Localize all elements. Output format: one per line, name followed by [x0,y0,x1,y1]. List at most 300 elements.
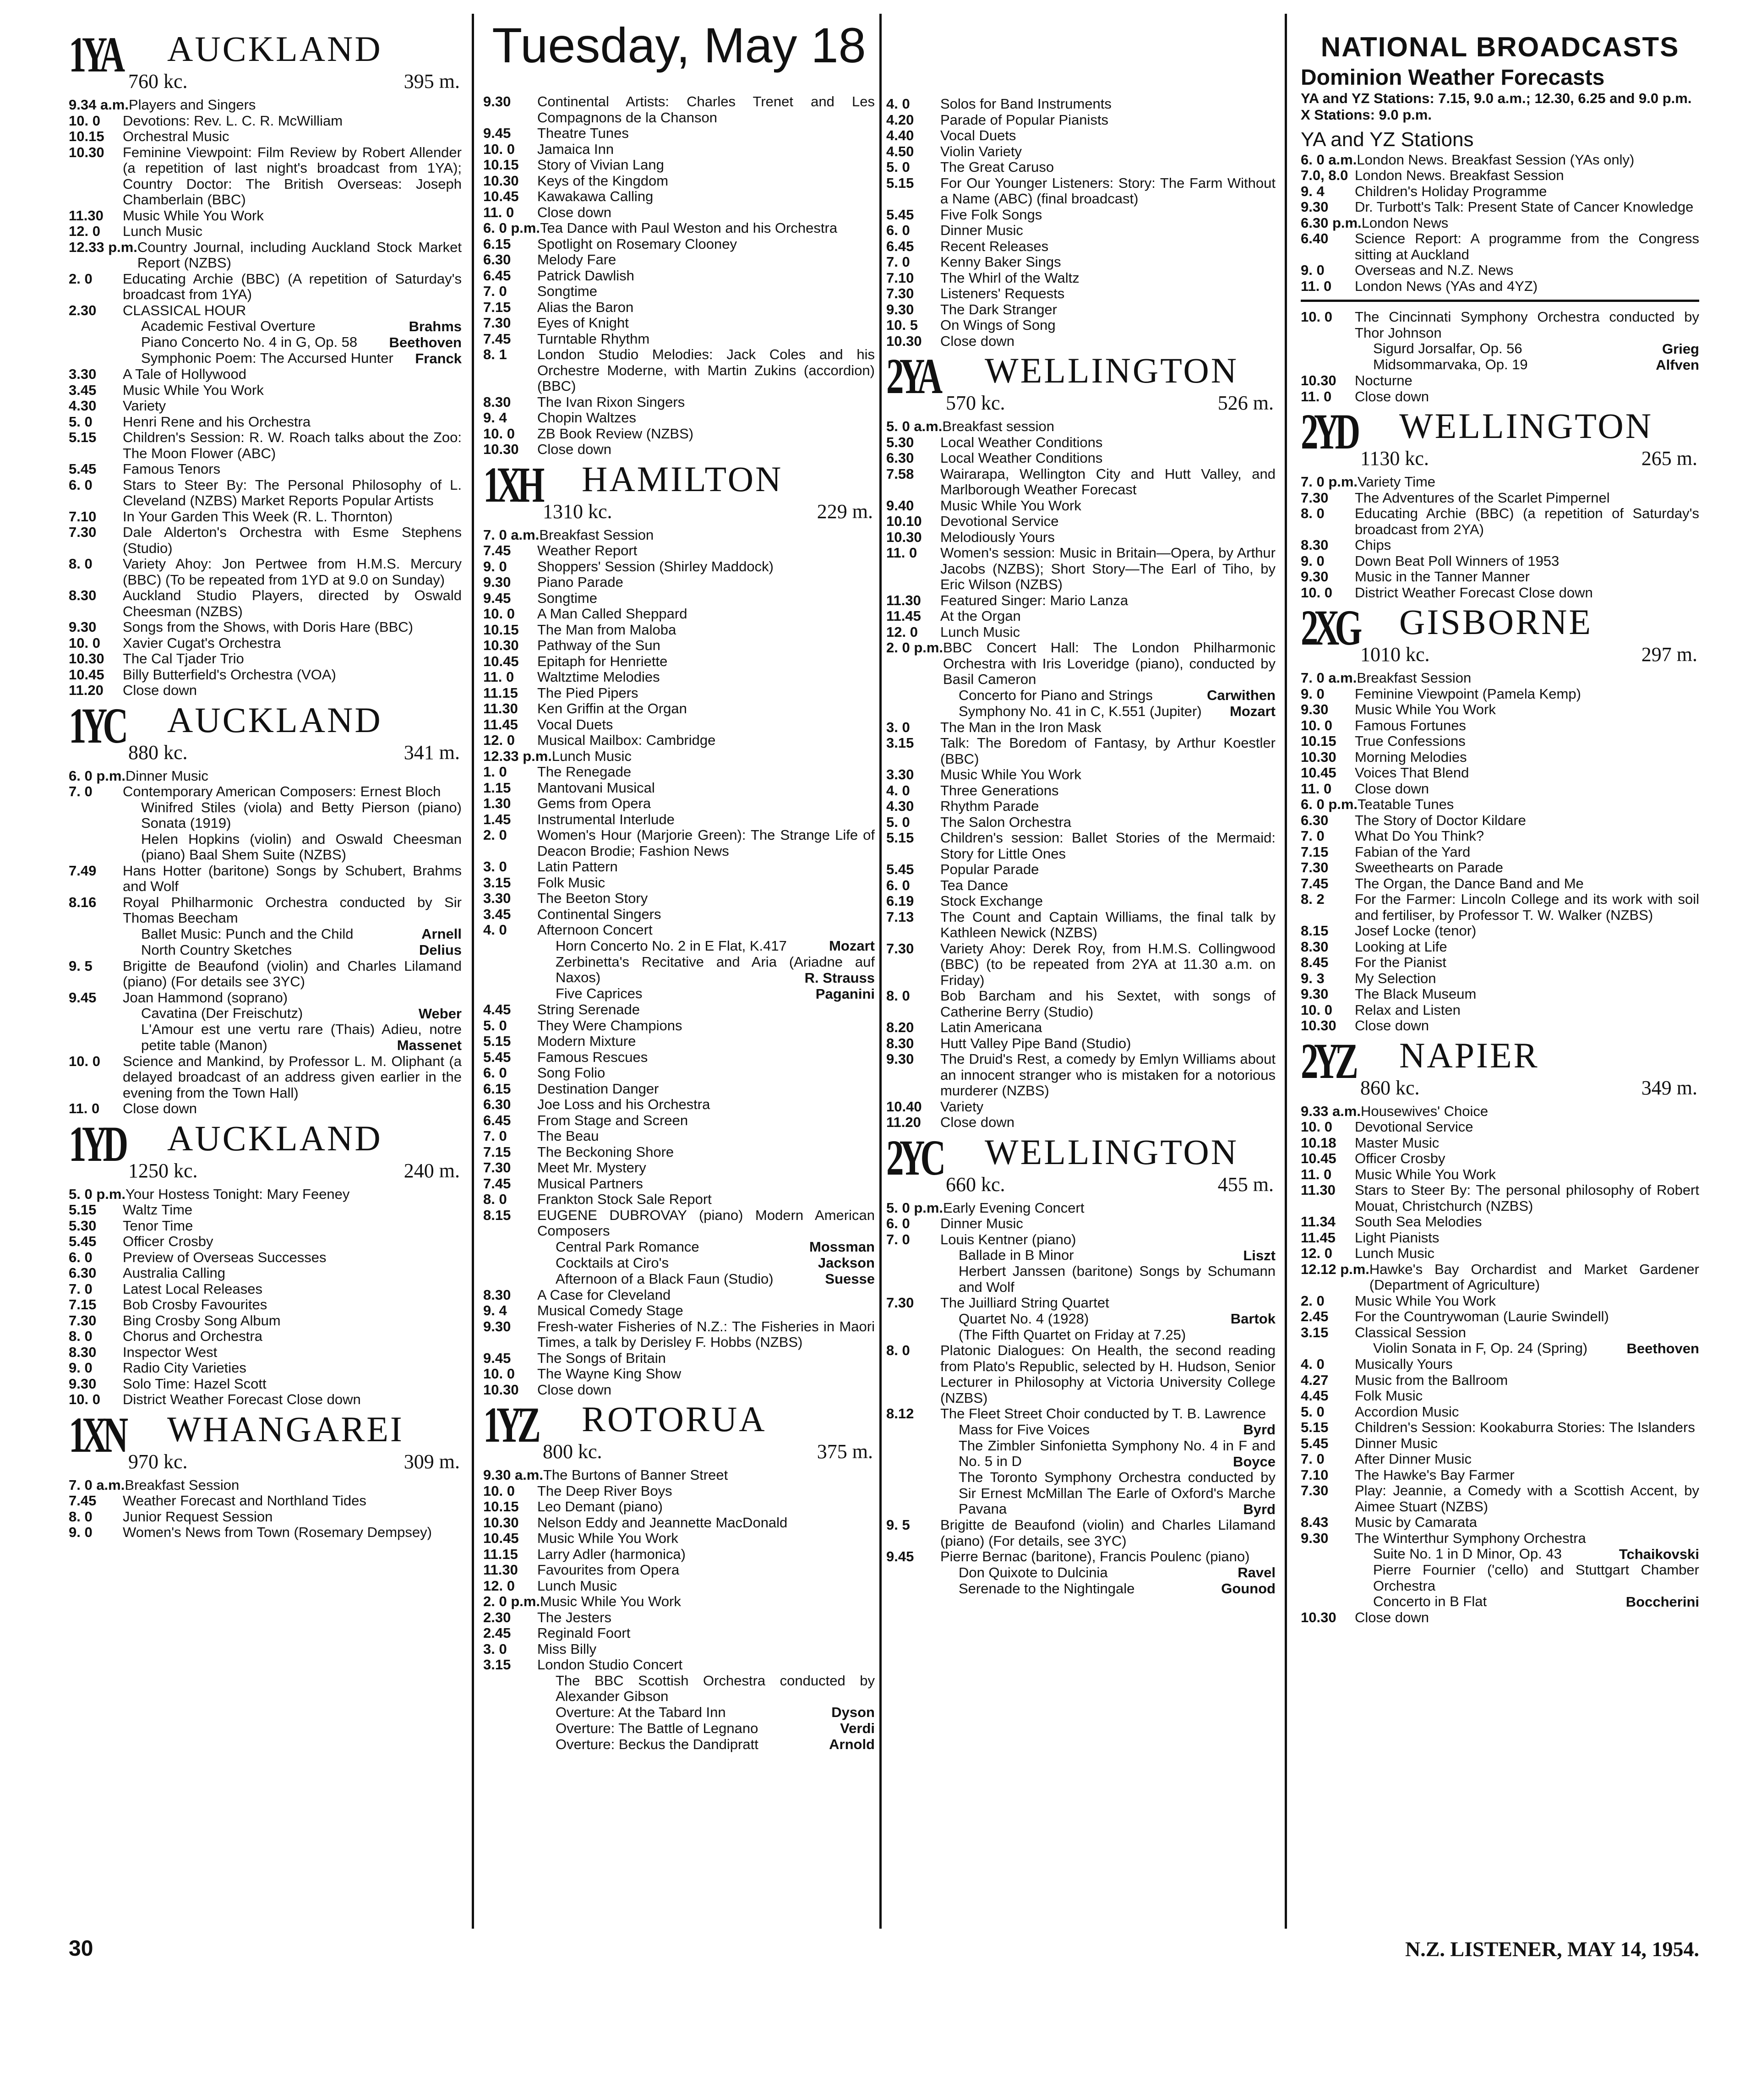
programme-title: For the Farmer: Lincoln College and its work with soil and fertiliser, by Professor T. W. Walker (NZBS) [1355,891,1699,923]
programme-time: 7. 0 p.m. [1301,474,1358,490]
programme-title: Close down [537,204,611,220]
programme-title: Science Report: A programme from the Congress sitting at Auckland [1355,230,1699,262]
programme-row [69,588,462,619]
programme-title: Mantovani Musical [537,779,655,796]
programme-title: Weather Forecast and Northland Tides [123,1493,366,1509]
programme-title: Down Beat Poll Winners of 1953 [1355,552,1560,569]
programme-row [483,606,875,622]
programme-row [886,988,1276,1020]
programme-row [69,1218,462,1234]
programme-time: 7.30 [886,1295,914,1311]
programme-row [69,383,462,399]
programme-title: For the Countrywoman (Laurie Swindell) [1355,1308,1609,1325]
programme-title: Overture: The Battle of Legnano [556,1720,758,1736]
programme-title: Recent Releases [940,238,1049,254]
programme-time [483,1721,537,1737]
programme-title: Music in the Tanner Manner [1355,569,1530,585]
programme-row [69,784,462,800]
programme-time: 7.0, 8.0 [1301,167,1348,184]
programme-row [886,530,1276,546]
programme-title: Turntable Rhythm [537,330,650,347]
programme-title: Master Music [1355,1134,1440,1151]
programme-time: 2. 0 [69,270,93,287]
programme-title: Academic Festival Overture [141,318,316,334]
programme-time: 7. 0 [886,254,910,270]
station-code: 2YA [886,348,938,404]
programme-title: Music While You Work [1355,701,1496,718]
programme-time: 9.30 [483,574,511,590]
station-city: WELLINGTON [985,350,1239,390]
programme-time: 9.45 [886,1548,914,1564]
programme-row [886,720,1276,736]
programme-time: 11. 0 [69,1100,100,1116]
programme-title: Kawakawa Calling [537,188,654,204]
programme-row [69,800,462,831]
programme-title: Pierre Bernac (baritone), Francis Poulenc (piano) [940,1548,1250,1564]
programme-row [1301,168,1699,184]
programme-row [1301,939,1699,955]
programme-time: 8.30 [1301,938,1329,955]
programme-row [483,891,875,907]
programme-row [483,1531,875,1547]
programme-time: 11.30 [886,592,921,608]
programme-time [886,1565,940,1581]
composer-name: Byrd [1243,1422,1276,1438]
programme-time [69,350,123,366]
programme-row [1301,986,1699,1002]
programme-title: A Tale of Hollywood [123,366,246,382]
composer-name: Beethoven [389,334,462,350]
programme-title: Music While You Work [123,382,264,398]
programme-time: 9. 0 [1301,552,1325,569]
programme-title: Music While You Work [537,1530,678,1546]
programme-row [483,1271,875,1287]
programme-title: Don Quixote to Dulcinia [959,1564,1108,1580]
programme-title: Close down [123,682,197,698]
programme-row [886,909,1276,941]
programme-row [69,831,462,863]
programme-time: 6.30 [483,1096,511,1112]
programme-time: 11.45 [483,716,518,733]
programme-time [69,318,123,334]
programme-title: Lunch Music [537,1577,617,1594]
programme-row [483,1499,875,1515]
programme-time: 2.45 [483,1625,511,1641]
programme-row [483,859,875,875]
programme-row [1301,702,1699,718]
programme-title: The Jesters [537,1609,611,1625]
programme-time: 7.15 [1301,843,1329,860]
composer-name: Arnell [421,926,462,942]
programme-time: 7.45 [483,1175,511,1192]
station-frequency: 570 kc. [946,392,1005,414]
programme-title: Variety Ahoy: Jon Pertwee from H.M.S. Mercury (BBC) (To be repeated from 1YD at 9.0 on Sunday) [123,556,462,588]
composer-name: Franck [415,350,462,366]
programme-time [483,1673,537,1705]
programme-title: Folk Music [537,874,605,891]
programme-row [1301,1404,1699,1420]
programme-row [1301,1325,1699,1341]
programme-time: 7.15 [483,299,511,315]
programme-title: Preview of Overseas Successes [123,1249,327,1265]
programme-row [886,798,1276,815]
programme-time: 2.45 [1301,1308,1329,1325]
programme-time: 3.15 [886,735,914,751]
programme-row [69,461,462,477]
programme-title: They Were Champions [537,1017,682,1034]
programme-row [483,126,875,142]
column-4 [1301,27,1699,1626]
programme-title: District Weather Forecast Close down [123,1391,361,1407]
programme-row [886,1517,1276,1549]
programme-row [886,1422,1276,1438]
programme-time: 6. 0 [886,222,910,238]
programme-row [886,317,1276,334]
programme-row [1301,844,1699,860]
programme-title: Billy Butterfield's Orchestra (VOA) [123,666,336,683]
programme-title: The Wayne King Show [537,1366,682,1382]
programme-time [483,986,537,1002]
programme-row [483,426,875,442]
programme-title: Dinner Music [940,222,1023,238]
programme-title: For Our Younger Listeners: Story: The Farm Without a Name (ABC) (final broadcast) [940,175,1276,207]
programme-row [1301,1388,1699,1404]
programme-time: 7.45 [483,542,511,558]
programme-title: Symphonic Poem: The Accursed Hunter [141,350,393,366]
programme-row [886,450,1276,466]
programme-time: 6. 0 p.m. [1301,796,1358,813]
programme-title: Chorus and Orchestra [123,1328,262,1344]
programme-title: Classical Session [1355,1324,1466,1340]
programme-row [886,735,1276,767]
programme-time: 12.12 p.m. [1301,1261,1369,1277]
programme-row [483,1673,875,1705]
programme-row [886,1232,1276,1248]
programme-title: Country Journal, including Auckland Stock Market Report (NZBS) [137,239,462,271]
programme-row [1301,1309,1699,1325]
programme-time: 10.30 [1301,1609,1336,1626]
programme-title: Afternoon of a Black Faun (Studio) [556,1270,774,1287]
composer-name: Verdi [840,1720,875,1736]
programme-title: Devotional Service [1355,1119,1473,1135]
programme-title: Music While You Work [540,1593,681,1609]
programme-time: 6. 0 [69,1249,93,1265]
programme-row [69,1054,462,1101]
programme-title: Lunch Music [1355,1245,1435,1262]
programme-time: 10.30 [483,1381,519,1398]
programme-row [483,300,875,316]
page-title: Tuesday, May 18 [492,17,866,73]
programme-time [886,688,940,704]
programme-row [483,1515,875,1531]
programme-title: Theatre Tunes [537,125,629,141]
programme-title: Royal Philharmonic Orchestra conducted by Sir Thomas Beecham [123,894,462,926]
programme-title: Piano Concerto No. 4 in G, Op. 58 [141,334,358,350]
programme-time: 8.16 [69,894,97,910]
programme-title: Dinner Music [125,767,208,784]
programme-time: 9. 4 [483,410,507,426]
programme-row [483,907,875,923]
programme-row [483,1382,875,1398]
programme-title: Close down [940,333,1014,349]
programme-time [1301,1594,1355,1610]
programme-title: Stock Exchange [940,893,1043,909]
programme-row [483,442,875,458]
programme-title: Bob Barcham and his Sextet, with songs of Catherine Berry (Studio) [940,988,1276,1020]
programme-time: 9. 5 [886,1517,910,1533]
programme-title: Play: Jeannie, a Comedy with a Scottish Accent, by Aimee Stuart (NZBS) [1355,1482,1699,1515]
programme-row [483,543,875,559]
station-header [1301,406,1699,474]
programme-time: 2.30 [69,302,97,318]
programme-row [886,1200,1276,1216]
programme-time: 10.30 [886,333,922,349]
programme-time: 6.15 [483,235,511,252]
programme-title: Fresh-water Fisheries of N.Z.: The Fisheries in Maori Times, a talk by Derisley F. Hobbs (NZBS) [537,1318,875,1350]
programme-row [69,1202,462,1218]
programme-time: 10.30 [483,441,519,457]
programme-time: 1.45 [483,811,511,827]
programme-time: 7.30 [1301,1482,1329,1499]
programme-row [1301,309,1699,341]
programme-title: Stars to Steer By: The Personal Philosophy of L. Cleveland (NZBS) Market Reports Popular Artists [123,476,462,509]
programme-title: Officer Crosby [1355,1150,1445,1167]
programme-time: 10.30 [69,651,104,667]
programme-title: Devotions: Rev. L. C. R. McWilliam [123,112,343,129]
programme-time: 5.15 [483,1033,511,1049]
programme-title: Featured Singer: Mario Lanza [940,592,1129,608]
programme-time [69,334,123,350]
programme-title: Junior Request Session [123,1508,273,1525]
programme-title: Brigitte de Beaufond (violin) and Charles Lilamand (piano) (For details see 3YC) [123,957,462,990]
programme-title: Local Weather Conditions [940,450,1103,466]
programme-row [1301,781,1699,797]
national-title: NATIONAL BROADCASTS [1320,32,1680,62]
programme-time: 10.15 [483,621,519,638]
programme-title: Feminine Viewpoint (Pamela Kemp) [1355,685,1581,702]
programme-time: 6.45 [886,238,914,254]
programme-row [886,175,1276,207]
programme-row [1301,1135,1699,1151]
programme-row [69,1392,462,1408]
programme-row [886,254,1276,270]
column-2 [483,94,875,1753]
programme-row [69,1101,462,1117]
programme-time: 5.15 [69,429,97,445]
programme-time: 9. 0 [1301,685,1325,702]
programme-title: BBC Concert Hall: The London Philharmonic Orchestra with Iris Loveridge (piano), conducted by Basil Cameron [943,640,1276,687]
programme-row [69,1525,462,1541]
programme-time: 7. 0 [1301,828,1325,844]
programme-row [886,239,1276,255]
programme-row [483,622,875,638]
programme-time: 7.58 [886,465,914,482]
programme-time: 3.30 [69,366,97,382]
station-wavelength: 349 m. [1641,1076,1697,1099]
programme-row [69,271,462,303]
programme-time: 9.30 [1301,986,1329,1002]
station-header [69,1116,462,1187]
station-frequency: 880 kc. [128,741,188,764]
programme-row [483,685,875,701]
programme-row [1301,1356,1699,1373]
programme-title: Hans Hotter (baritone) Songs by Schubert, Brahms and Wolf [123,862,462,894]
programme-row [1301,891,1699,923]
programme-title: District Weather Forecast Close down [1355,584,1593,601]
programme-title: Stars to Steer By: The personal philosophy of Robert Mouat, Christchurch (NZBS) [1355,1182,1699,1214]
composer-name: Bartok [1230,1311,1276,1327]
programme-time: 9.30 [69,619,97,635]
programme-title: South Sea Melodies [1355,1214,1482,1230]
programme-row [886,223,1276,239]
programme-row [69,990,462,1006]
programme-title: For the Pianist [1355,954,1446,971]
programme-time: 10. 0 [483,606,515,622]
programme-time [886,1263,940,1295]
programme-row [1301,569,1699,585]
composer-name: Massenet [397,1037,462,1053]
programme-row [483,268,875,284]
programme-time: 10.30 [1301,372,1336,389]
programme-time: 7. 0 [69,783,93,799]
programme-time: 7.45 [1301,875,1329,891]
programme-title: Latin Pattern [537,859,618,875]
programme-time: 2. 0 [483,827,507,843]
programme-title: Ballet Music: Punch and the Child [141,925,354,942]
programme-row [483,1144,875,1160]
programme-row [483,1721,875,1737]
programme-time: 8. 1 [483,346,507,362]
composer-name: Tchaikovski [1619,1546,1699,1562]
programme-row [1301,686,1699,702]
programme-row [1301,1214,1699,1230]
programme-time: 8.15 [1301,923,1329,939]
programme-title: North Country Sketches [141,941,292,958]
programme-title: Dinner Music [940,1215,1023,1231]
programme-row [886,1343,1276,1406]
programme-row [1301,373,1699,389]
programme-time: 8.30 [1301,537,1329,553]
programme-row [483,733,875,749]
programme-title: Frankton Stock Sale Report [537,1191,712,1207]
programme-time: 10.15 [69,128,104,144]
programme-time: 9.30 [483,1318,511,1334]
programme-row [483,1065,875,1081]
station-header [69,697,462,768]
programme-title: Nelson Eddy and Jeannette MacDonald [537,1514,788,1531]
programme-title: Looking at Life [1355,938,1447,955]
programme-row [483,574,875,591]
column-rule-1 [472,14,474,1929]
programme-time: 10.30 [483,172,519,189]
programme-time: 11.30 [483,700,518,716]
programme-row [483,938,875,954]
programme-time: 7. 0 [483,283,507,299]
programme-time: 8.43 [1301,1514,1329,1531]
programme-row [886,1549,1276,1565]
programme-title: The Story of Doctor Kildare [1355,812,1526,828]
programme-title: Latest Local Releases [123,1280,263,1297]
programme-time: 8.15 [483,1207,511,1223]
programme-title: Central Park Romance [556,1238,699,1255]
programme-row [483,638,875,654]
column-rule-2 [879,14,882,1929]
programme-row [69,651,462,667]
programme-row [483,701,875,717]
programme-title: Josef Locke (tenor) [1355,923,1477,939]
programme-time: 11.30 [69,207,104,224]
programme-time: 5.15 [886,175,914,191]
programme-time: 3. 0 [483,859,507,875]
programme-title: Close down [1355,1609,1429,1626]
programme-time: 1.15 [483,779,511,796]
composer-name: Mossman [809,1239,875,1255]
programme-row [1301,1467,1699,1483]
programme-time: 6. 0 [483,1065,507,1081]
station-frequency: 1010 kc. [1360,643,1430,666]
station-header [483,1397,875,1467]
programme-time: 6. 0 p.m. [69,767,126,784]
programme-title: Continental Singers [537,906,661,922]
programme-row [69,1006,462,1022]
programme-title: In Your Garden This Week (R. L. Thornton) [123,508,393,525]
programme-time: 8.30 [69,587,97,603]
programme-time: 8. 0 [69,1328,93,1344]
programme-time: 12. 0 [483,732,515,748]
programme-time [483,1737,537,1753]
programme-title: Music by Camarata [1355,1514,1478,1531]
programme-row [1301,1151,1699,1167]
programme-time: 9. 3 [1301,970,1325,986]
programme-title: Music While You Work [940,497,1081,514]
programme-title: Breakfast Session [1357,670,1472,686]
programme-title: String Serenade [537,1001,640,1017]
programme-time: 4.40 [886,127,914,143]
programme-title: Songtime [537,283,597,299]
programme-row [886,1406,1276,1422]
station-city: ROTORUA [582,1399,767,1439]
programme-list [886,419,1276,1131]
station-wavelength: 455 m. [1217,1173,1274,1196]
programme-time: 5.15 [69,1202,97,1218]
programme-time: 11.15 [483,684,518,701]
programme-time: 10.45 [483,1530,519,1546]
programme-time: 5. 0 p.m. [886,1199,943,1216]
programme-title: Women's session: Music in Britain—Opera, by Arthur Jacobs (NZBS); Short Story—The Earl of Tiho, by Eric Wilson (NZBS) [940,545,1276,592]
programme-time: 8. 0 [69,556,93,572]
station-frequency: 800 kc. [543,1440,602,1463]
programme-row [886,893,1276,909]
programme-title: Suite No. 1 in D Minor, Op. 43 [1373,1546,1562,1562]
programme-title: Children's Holiday Programme [1355,183,1547,199]
programme-title: Relax and Listen [1355,1001,1461,1018]
programme-title: The Organ, the Dance Band and Me [1355,875,1584,891]
programme-title: Symphony No. 41 in C, K.551 (Jupiter) [959,703,1202,719]
programme-time [886,1327,940,1343]
programme-time: 5.45 [1301,1435,1329,1451]
programme-title: Modern Mixture [537,1033,636,1049]
programme-title: The Burtons of Banner Street [543,1467,728,1483]
programme-time: 12. 0 [69,223,100,239]
programme-row [886,878,1276,894]
programme-row [886,608,1276,624]
programme-time: 9.30 [886,301,914,317]
programme-row [886,767,1276,783]
programme-time: 11.45 [1301,1229,1336,1246]
programme-title: London News [1361,214,1449,231]
station-wavelength: 229 m. [817,500,873,523]
programme-time: 7.30 [69,524,97,540]
